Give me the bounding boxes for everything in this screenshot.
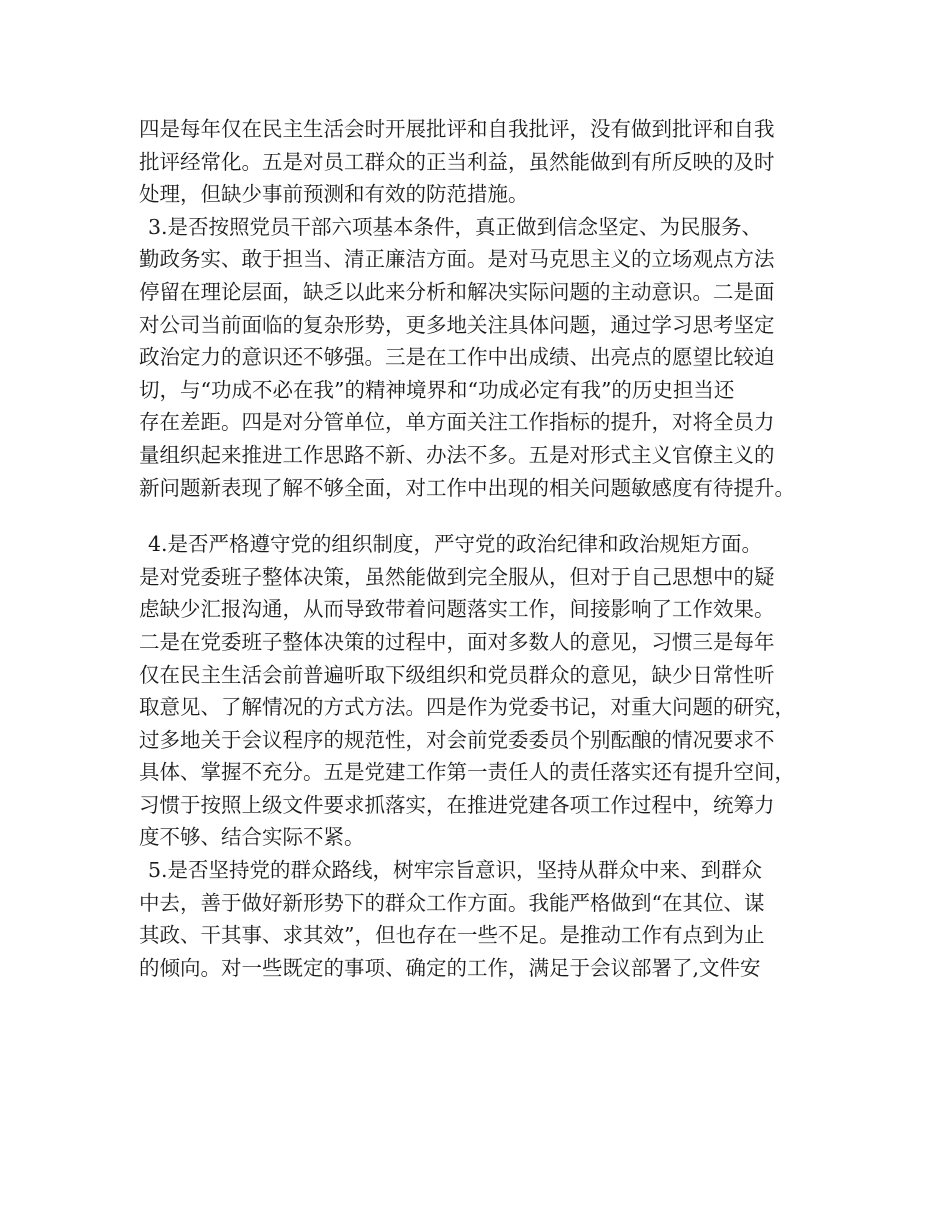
body-line: 习惯于按照上级文件要求抓落实，在推进党建各项工作过程中，统筹力 xyxy=(139,792,775,817)
body-line: 勤政务实、敢于担当、清正廉洁方面。是对马克思主义的立场观点方法 xyxy=(139,247,775,272)
body-line: 四是每年仅在民主生活会时开展批评和自我批评，没有做到批评和自我 xyxy=(139,117,775,141)
body-line: 虑缺少汇报沟通，从而导致带着问题落实工作，间接影响了工作效果。 xyxy=(139,597,775,622)
body-line: 中去，善于做好新形势下的群众工作方面。我能严格做到“在其位、谋 xyxy=(139,890,765,915)
body-line: 具体、掌握不充分。五是党建工作第一责任人的责任落实还有提升空间， xyxy=(139,760,795,785)
body-line: 政治定力的意识还不够强。三是在工作中出成绩、出亮点的愿望比较迫 xyxy=(139,345,775,370)
body-line: 取意见、了解情况的方式方法。四是作为党委书记，对重大问题的研究， xyxy=(139,695,795,720)
body-line: 过多地关于会议程序的规范性，对会前党委委员个别酝酿的情况要求不 xyxy=(139,727,775,752)
body-line: 批评经常化。五是对员工群众的正当利益，虽然能做到有所反映的及时 xyxy=(139,149,775,174)
body-line: 其政、干其事、求其效”，但也存在一些不足。是推动工作有点到为止 xyxy=(139,923,765,948)
body-line: 的倾向。对一些既定的事项、确定的工作，满足于会议部署了,文件安 xyxy=(139,955,761,980)
body-line: 是对党委班子整体决策，虽然能做到完全服从，但对于自己思想中的疑 xyxy=(139,564,775,589)
body-line: 处理，但缺少事前预测和有效的防范措施。 xyxy=(139,182,529,207)
document-body xyxy=(139,113,839,984)
body-line: 仅在民主生活会前普遍听取下级组织和党员群众的意见，缺少日常性听 xyxy=(139,662,775,687)
body-line: 切，与“功成不必在我”的精神境界和“功成必定有我”的历史担当还 xyxy=(139,377,735,402)
section-5-heading-line: 5.是否坚持党的群众路线，树牢宗旨意识，坚持从群众中来、到群众 xyxy=(148,858,763,883)
section-3-heading-line: 3.是否按照党员干部六项基本条件，真正做到信念坚定、为民服务、 xyxy=(148,214,763,239)
section-4-heading-line: 4.是否严格遵守党的组织制度，严守党的政治纪律和政治规矩方面。 xyxy=(148,532,763,557)
body-line: 存在差距。四是对分管单位，单方面关注工作指标的提升，对将全员力 xyxy=(139,410,775,435)
paragraph-gap xyxy=(139,504,839,528)
body-line: 量组织起来推进工作思路不新、办法不多。五是对形式主义官僚主义的 xyxy=(139,442,775,467)
body-line: 二是在党委班子整体决策的过程中，面对多数人的意见，习惯三是每年 xyxy=(139,629,775,654)
body-line: 对公司当前面临的复杂形势，更多地关注具体问题，通过学习思考坚定 xyxy=(139,312,775,337)
body-line: 新问题新表现了解不够全面，对工作中出现的相关问题敏感度有待提升。 xyxy=(139,475,795,500)
body-line: 度不够、结合实际不紧。 xyxy=(139,825,365,850)
body-line: 停留在理论层面，缺乏以此来分析和解决实际问题的主动意识。二是面 xyxy=(139,279,775,304)
